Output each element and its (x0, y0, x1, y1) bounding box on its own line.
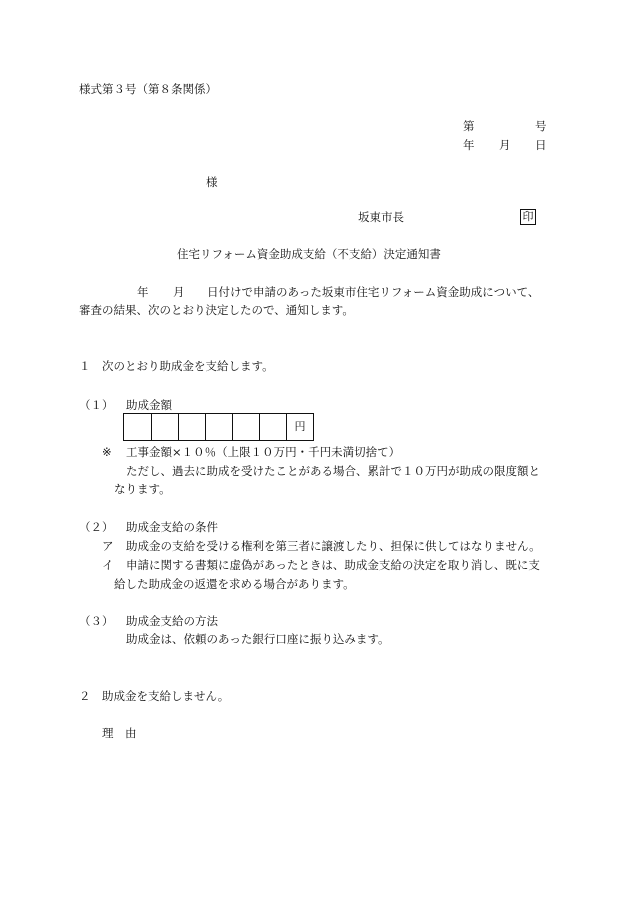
section1-text: 次のとおり助成金を支給します。 (102, 359, 274, 373)
item2-number: （２） (79, 520, 114, 534)
intro-line-2: 審査の結果、次のとおり決定したので、通知します。 (79, 303, 354, 317)
intro-year: 年 (137, 285, 149, 299)
note-line-3: なります。 (114, 482, 171, 496)
item2-label: 助成金支給の条件 (126, 520, 218, 534)
amount-digit-box[interactable] (206, 414, 233, 441)
condition-i-text: 申請に関する書類に虚偽があったときは、助成金支給の決定を取り消し、既に支 (126, 558, 540, 572)
note-line-2: ただし、過去に助成を受けたことがある場合、累計で１０万円が助成の限度額と (126, 464, 540, 478)
condition-a-mark: ア (102, 539, 114, 553)
amount-boxes (123, 413, 314, 441)
amount-digit-box[interactable] (152, 414, 179, 441)
sender-name: 坂東市長 (358, 210, 404, 224)
item1-number: （１） (79, 398, 114, 412)
seal-stamp: 印 (520, 209, 536, 225)
item3-label: 助成金支給の方法 (126, 614, 218, 628)
document-title: 住宅リフォーム資金助成支給（不支給）決定通知書 (177, 247, 441, 261)
section2-text: 助成金を支給しません。 (102, 689, 230, 703)
doc-number-suffix: 号 (535, 119, 547, 133)
form-number: 様式第３号（第８条関係） (79, 82, 217, 96)
item1-label: 助成金額 (126, 398, 172, 412)
date-day: 日 (535, 138, 547, 152)
amount-digit-box[interactable] (233, 414, 260, 441)
doc-number-prefix: 第 (463, 119, 475, 133)
reason-label: 理 由 (102, 726, 137, 740)
date-year: 年 (463, 138, 475, 152)
section2-number: ２ (79, 689, 91, 703)
item3-text: 助成金は、依頼のあった銀行口座に振り込みます。 (126, 632, 390, 646)
amount-digit-box[interactable] (179, 414, 206, 441)
amount-digit-box[interactable] (260, 414, 287, 441)
amount-unit: 円 (287, 414, 314, 441)
note-text: 工事金額×１０％（上限１０万円・千円未満切捨て） (126, 445, 401, 459)
amount-digit-box[interactable] (124, 414, 152, 441)
item3-number: （３） (79, 614, 114, 628)
date-month: 月 (499, 138, 511, 152)
addressee-honorific: 様 (206, 175, 218, 189)
condition-i-mark: イ (102, 558, 114, 572)
intro-line-1: 日付けで申請のあった坂東市住宅リフォーム資金助成について、 (207, 285, 540, 299)
intro-month: 月 (173, 285, 185, 299)
condition-i-text-2: 給した助成金の返還を求める場合があります。 (114, 577, 355, 591)
section1-number: １ (79, 359, 91, 373)
note-mark: ※ (102, 445, 112, 459)
condition-a-text: 助成金の支給を受ける権利を第三者に譲渡したり、担保に供してはなりません。 (126, 539, 541, 553)
